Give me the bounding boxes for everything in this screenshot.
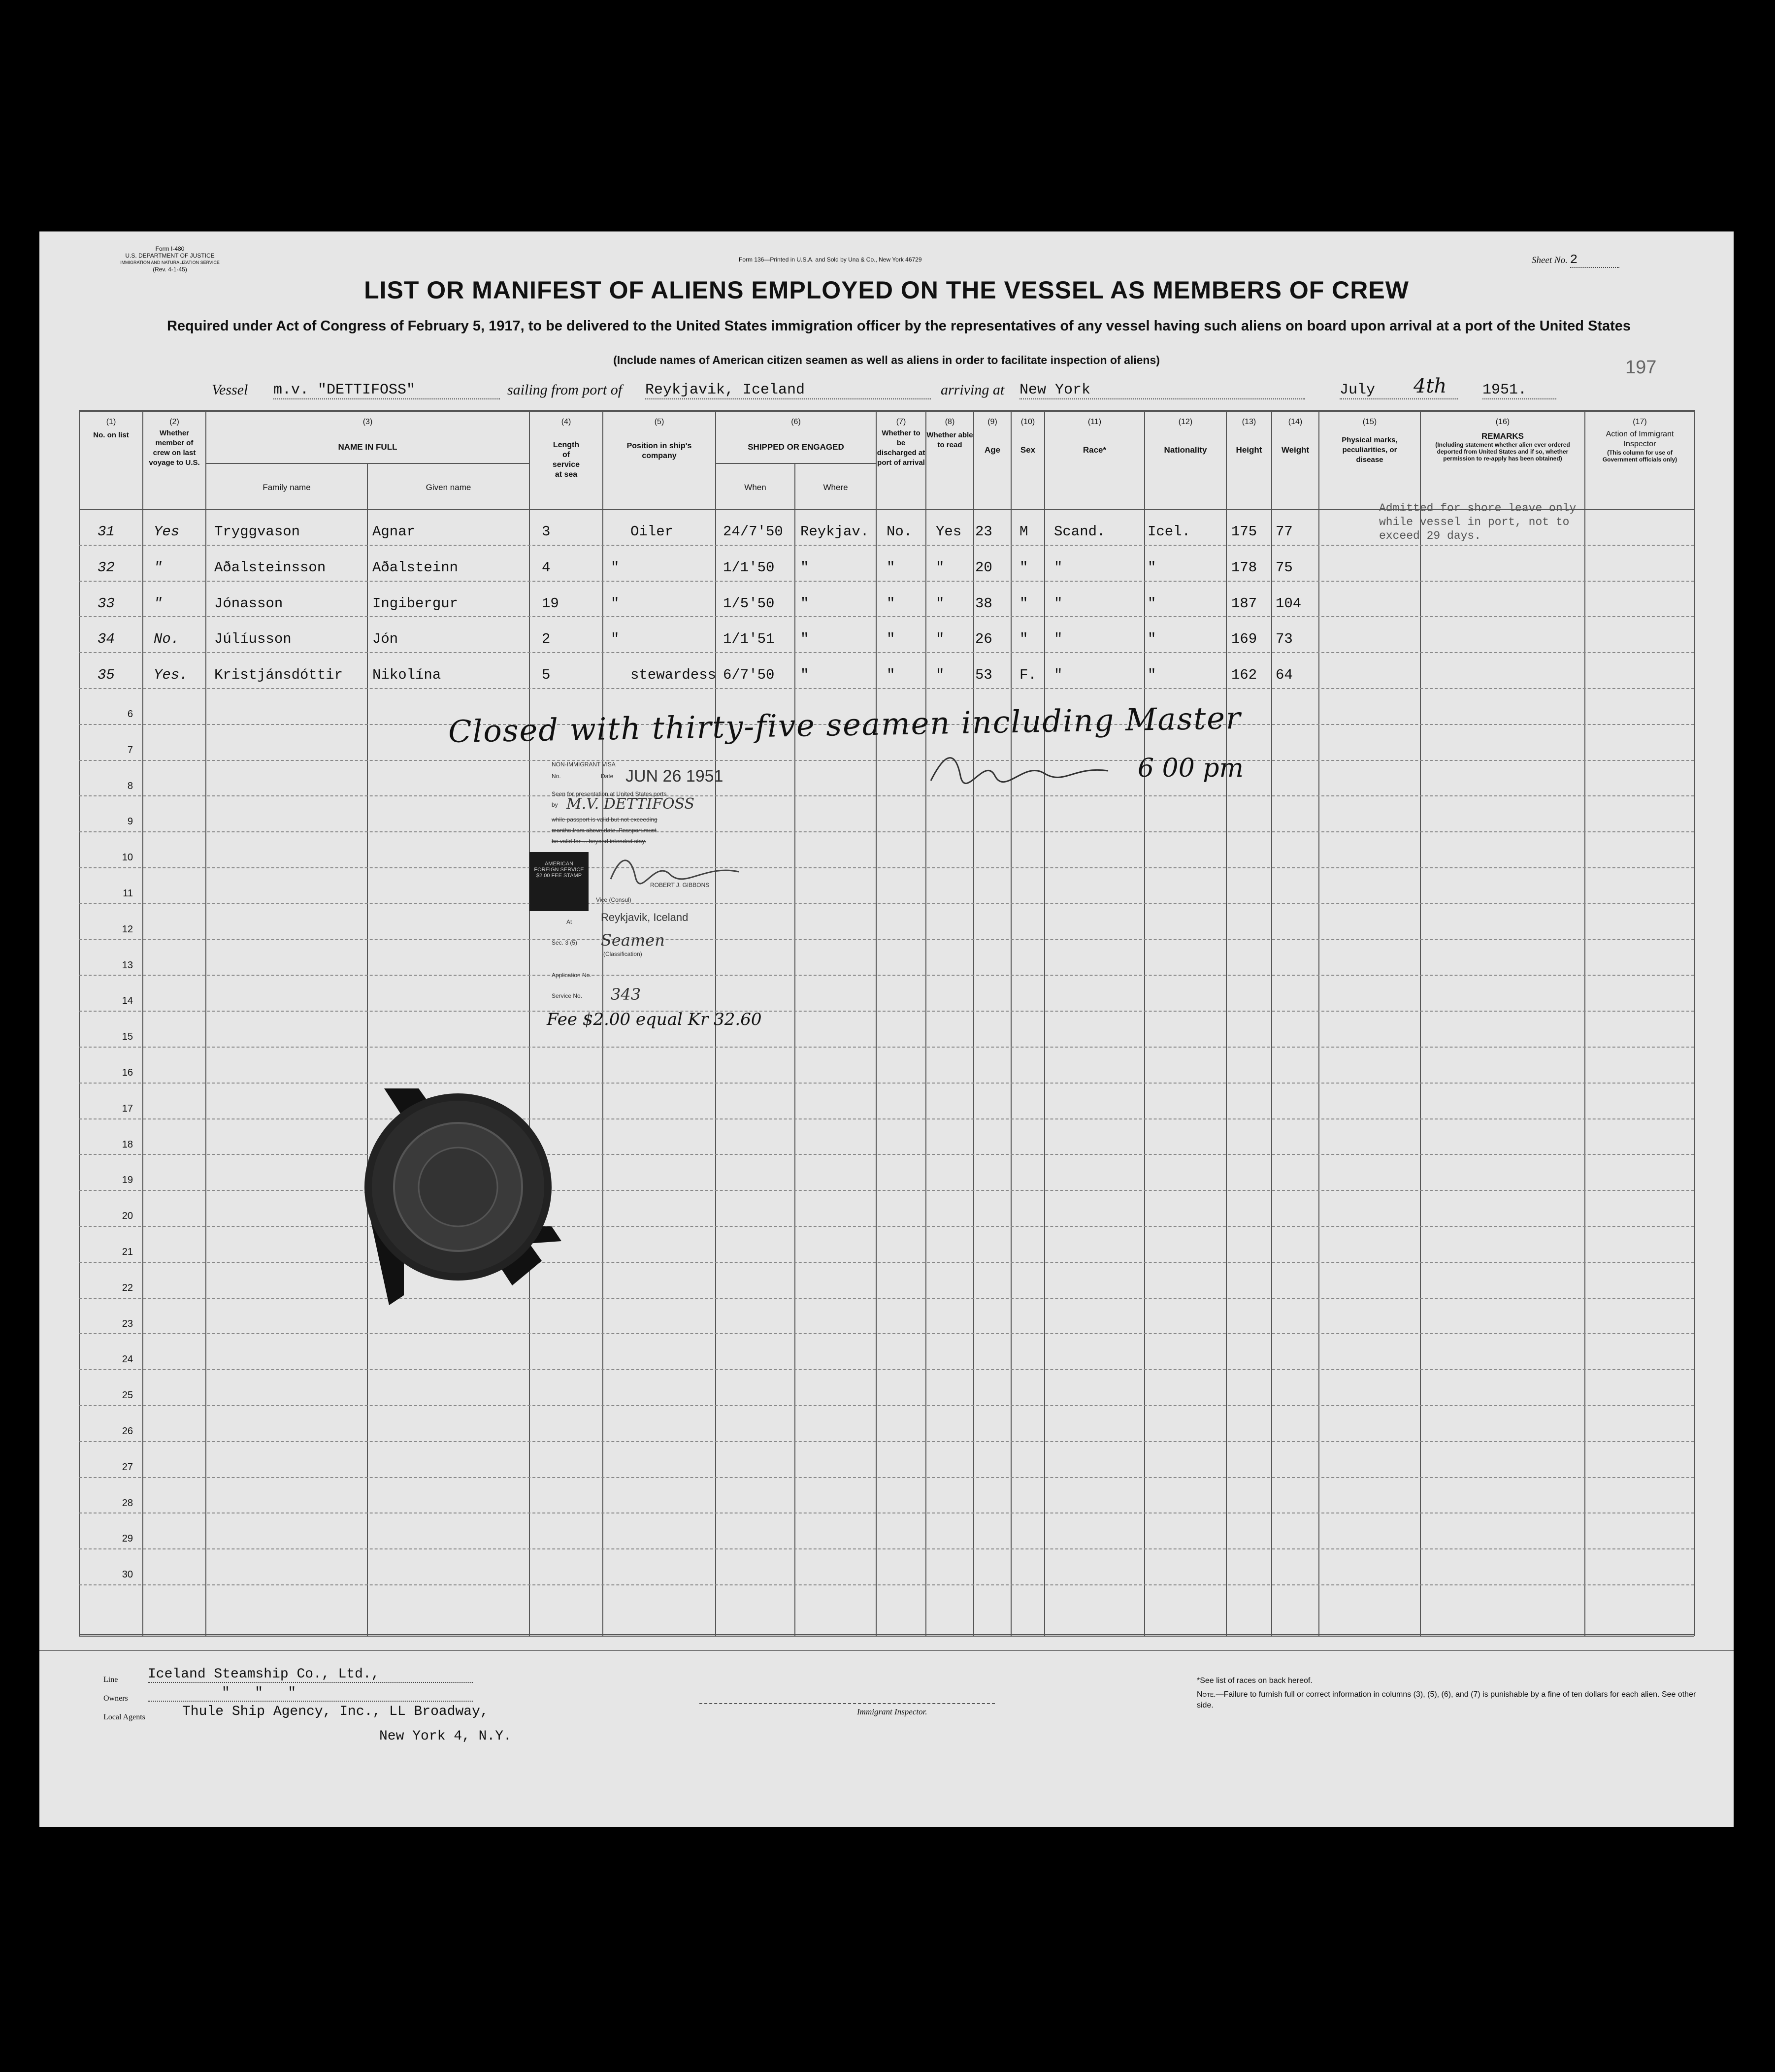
agents-city: New York 4, N.Y. — [379, 1729, 512, 1744]
col-16-header — [1421, 418, 1584, 462]
col-label: Weight — [1281, 445, 1310, 455]
form-revision: (Rev. 4-1-45) — [153, 266, 187, 273]
row-rule — [79, 1154, 1694, 1155]
row-list-number: 35 — [98, 667, 115, 683]
col-number: (16) — [1495, 418, 1510, 426]
row-number: 19 — [122, 1175, 133, 1185]
remarks-text: Admitted for shore leave only while vessel in port, not to exceed 29 days. — [1379, 502, 1577, 542]
row-race: Scand. — [1054, 524, 1106, 540]
visa-date-label: Date — [601, 773, 614, 780]
col-number: (15) — [1362, 418, 1377, 426]
printer-line: Form 136—Printed in U.S.A. and Sold by Una & Co., New York 46729 — [739, 256, 922, 263]
col-number: (8) — [945, 418, 955, 426]
row-able-to-read: " — [936, 559, 945, 576]
page-number: 197 — [1625, 357, 1657, 378]
row-list-number: 33 — [98, 595, 115, 612]
col-3-given-header: Given name — [426, 483, 471, 492]
row-rule — [79, 1262, 1694, 1263]
visa-by-label: by — [552, 801, 558, 808]
row-number: 17 — [122, 1103, 133, 1114]
row-list-number: 34 — [98, 631, 115, 647]
col-number: (3) — [362, 418, 373, 426]
row-rule — [79, 652, 1694, 653]
row-given-name: Ingibergur — [372, 595, 459, 612]
col-label: Physical marks, peculiarities, or disease — [1342, 436, 1398, 464]
col-label: SHIPPED OR ENGAGED — [748, 442, 844, 452]
row-number: 18 — [122, 1139, 133, 1150]
row-rule — [79, 1584, 1694, 1585]
sailing-label: sailing from port of — [507, 382, 623, 398]
row-rule — [79, 975, 1694, 976]
row-rule — [79, 903, 1694, 904]
row-given-name: Nikolína — [372, 667, 441, 683]
row-service-length: 2 — [542, 631, 551, 647]
row-age: 38 — [975, 595, 992, 612]
row-family-name: Jónasson — [214, 595, 283, 612]
col-label: Whether able to read — [926, 431, 973, 449]
row-rule — [79, 760, 1694, 761]
row-able-to-read: " — [936, 631, 945, 647]
sheet-value: 2 — [1570, 252, 1619, 268]
row-list-number: 32 — [98, 559, 115, 576]
visa-service-no: 343 — [611, 985, 641, 1004]
col-number: (17) — [1633, 418, 1647, 426]
visa-line1: Seen for presentation at United States ports — [552, 790, 667, 797]
row-height: 162 — [1231, 667, 1257, 683]
col-label: Age — [984, 445, 1001, 455]
row-rule — [79, 1477, 1694, 1478]
col-number: (9) — [987, 418, 997, 426]
col-label: Nationality — [1164, 445, 1207, 455]
row-number: 27 — [122, 1462, 133, 1473]
col-5-header — [603, 418, 715, 461]
sailing-port: Reykjavik, Iceland — [645, 382, 931, 399]
row-number: 8 — [127, 781, 133, 791]
col-14-header — [1272, 418, 1318, 455]
col-sublabel: (Including statement whether alien ever ordered deported from United States and if so, whether permission to re-apply has been obtained) — [1435, 441, 1570, 462]
row-number: 23 — [122, 1318, 133, 1329]
col-number: (2) — [169, 418, 179, 426]
closing-time: 6 00 pm — [1138, 754, 1244, 783]
col-number: (12) — [1178, 418, 1193, 426]
visa-line4: be valid for ... beyond intended stay. — [552, 838, 646, 845]
row-rule — [79, 1011, 1694, 1012]
line-label: Line — [103, 1676, 118, 1684]
col-number: (6) — [791, 418, 801, 426]
row-shipped-where: " — [800, 559, 809, 576]
row-crew-status: Yes — [154, 524, 180, 540]
row-height: 169 — [1231, 631, 1257, 647]
row-race: " — [1054, 667, 1063, 683]
row-shipped-where: Reykjav. — [800, 524, 869, 540]
row-rule — [79, 831, 1694, 832]
row-race: " — [1054, 631, 1063, 647]
col-label: Whether to be discharged at port of arrival — [877, 429, 925, 467]
fee-stamp-text: AMERICAN FOREIGN SERVICE $2.00 FEE STAMP — [534, 861, 584, 879]
line-value: Iceland Steamship Co., Ltd., — [148, 1667, 473, 1683]
row-nationality: " — [1148, 667, 1156, 683]
row-nationality: " — [1148, 559, 1156, 576]
col-6-header — [716, 418, 876, 452]
row-rule — [79, 795, 1694, 796]
row-rule — [79, 1047, 1694, 1048]
row-given-name: Jón — [372, 631, 398, 647]
col-label: Whether member of crew on last voyage to U.S. — [149, 429, 200, 467]
col-number: (13) — [1242, 418, 1256, 426]
col-label: Position in ship's company — [626, 442, 692, 460]
row-rule — [79, 939, 1694, 940]
row-crew-status: No. — [154, 631, 180, 647]
row-sex: " — [1019, 559, 1028, 576]
col-number: (14) — [1288, 418, 1303, 426]
row-shipped-where: " — [800, 667, 809, 683]
row-rule — [79, 1548, 1694, 1549]
col-6-when-header: When — [744, 483, 766, 492]
agents-label: Local Agents — [103, 1713, 145, 1721]
row-sex: F. — [1019, 667, 1037, 683]
row-position: " — [611, 595, 620, 612]
row-number: 22 — [122, 1283, 133, 1293]
wax-seal — [335, 1079, 571, 1315]
row-rule — [79, 545, 1694, 546]
row-shipped-when: 1/1'50 — [723, 559, 775, 576]
col-2-header — [143, 418, 205, 468]
row-rule — [79, 867, 1694, 868]
row-number: 25 — [122, 1390, 133, 1401]
col-3-header — [206, 418, 529, 452]
row-rule — [79, 1441, 1694, 1442]
visa-signer: ROBERT J. GIBBONS — [650, 882, 710, 888]
row-number: 24 — [122, 1354, 133, 1365]
agents-value: Thule Ship Agency, Inc., LL Broadway, — [182, 1704, 489, 1719]
owners-value: " " " — [148, 1685, 473, 1702]
row-height: 175 — [1231, 524, 1257, 540]
col-label: Race* — [1083, 445, 1107, 455]
owners-label: Owners — [103, 1694, 128, 1703]
visa-header: NON-IMMIGRANT VISA — [552, 761, 616, 768]
row-nationality: Icel. — [1148, 524, 1191, 540]
form-title: LIST OR MANIFEST OF ALIENS EMPLOYED ON THE VESSEL AS MEMBERS OF CREW — [364, 276, 1409, 304]
service-name: IMMIGRATION AND NATURALIZATION SERVICE — [120, 260, 220, 265]
row-discharged: " — [887, 559, 895, 576]
col-number: (1) — [106, 418, 116, 426]
row-service-length: 4 — [542, 559, 551, 576]
row-service-length: 19 — [542, 595, 559, 612]
visa-consul-label: Vice (Consul) — [596, 896, 631, 903]
row-family-name: Kristjánsdóttir — [214, 667, 343, 683]
row-number: 14 — [122, 995, 133, 1006]
row-number: 26 — [122, 1426, 133, 1437]
row-position: Oiler — [630, 524, 674, 540]
form-subtitle: Required under Act of Congress of February 5, 1917, to be delivered to the United States immigration officer by the representatives of any vessel having such aliens on board upon arrival at a port of the United States — [166, 318, 1631, 334]
row-family-name: Tryggvason — [214, 524, 300, 540]
row-shipped-where: " — [800, 595, 809, 612]
row-crew-status: " — [154, 595, 163, 612]
col-6-where-header: Where — [823, 483, 848, 492]
row-position: stewardess — [630, 667, 717, 683]
vessel-label: Vessel — [212, 382, 248, 398]
arriving-port: New York — [1019, 382, 1305, 399]
row-number: 30 — [122, 1569, 133, 1580]
row-number: 12 — [122, 924, 133, 935]
col-label: Action of Immigrant Inspector — [1606, 430, 1674, 448]
row-given-name: Agnar — [372, 524, 416, 540]
row-weight: 73 — [1276, 631, 1293, 647]
note-label: Note. — [1197, 1690, 1216, 1699]
row-rule — [79, 1405, 1694, 1406]
row-crew-status: Yes. — [154, 667, 188, 683]
row-sex: M — [1019, 524, 1028, 540]
row-nationality: " — [1148, 631, 1156, 647]
visa-no-label: No. — [552, 773, 561, 780]
note-text: —Failure to furnish full or correct information in columns (3), (5), (6), and (7) is punishable by a fine of ten dollars for each alien. See other side. — [1197, 1690, 1696, 1710]
form-note: (Include names of American citizen seamen as well as aliens in order to facilitate inspection of aliens) — [613, 354, 1160, 366]
voyage-line — [212, 375, 1640, 401]
row-able-to-read: " — [936, 667, 945, 683]
visa-service-label: Service No. — [552, 992, 583, 999]
row-age: 53 — [975, 667, 992, 683]
row-discharged: " — [887, 631, 895, 647]
visa-vessel: M.V. DETTIFOSS — [566, 795, 695, 813]
col-label: NAME IN FULL — [338, 442, 397, 452]
races-note: *See list of races on back hereof. — [1197, 1677, 1313, 1685]
row-rule — [79, 1118, 1694, 1119]
visa-fee: Fee $2.00 equal Kr 32.60 — [547, 1010, 762, 1029]
row-discharged: No. — [887, 524, 913, 540]
visa-line2: while passport is valid but not exceeding — [552, 816, 657, 823]
col-label: Sex — [1020, 445, 1036, 455]
col-13-header — [1227, 418, 1271, 455]
col-10-header — [1012, 418, 1044, 455]
col-11-header — [1045, 418, 1144, 455]
manifest-sheet — [39, 231, 1734, 1827]
visa-classification: Seamen — [601, 931, 665, 950]
row-number: 9 — [127, 816, 133, 827]
row-discharged: " — [887, 667, 895, 683]
col-9-header — [974, 418, 1011, 455]
visa-at: Reykjavik, Iceland — [601, 911, 689, 923]
row-number: 10 — [122, 852, 133, 863]
row-sex: " — [1019, 631, 1028, 647]
row-height: 187 — [1231, 595, 1257, 612]
row-crew-status: " — [154, 559, 163, 576]
row-nationality: " — [1148, 595, 1156, 612]
form-info — [113, 245, 227, 273]
row-shipped-when: 6/7'50 — [723, 667, 775, 683]
col-number: (4) — [561, 418, 571, 426]
col-8-header — [926, 418, 973, 450]
col-number: (5) — [654, 418, 664, 426]
row-rule — [79, 1190, 1694, 1191]
row-number: 16 — [122, 1067, 133, 1078]
arrival-day: 4th — [1413, 375, 1447, 397]
row-race: " — [1054, 559, 1063, 576]
col-3-family-header: Family name — [263, 483, 311, 492]
col-15-header — [1319, 418, 1420, 465]
row-service-length: 5 — [542, 667, 551, 683]
fee-stamp — [529, 852, 589, 911]
row-rule — [79, 688, 1694, 689]
col-number: (10) — [1020, 418, 1035, 426]
row-number: 21 — [122, 1247, 133, 1257]
visa-line3: months from above date. Passport must — [552, 827, 657, 834]
row-weight: 64 — [1276, 667, 1293, 683]
inspector-label: Immigrant Inspector. — [857, 1707, 927, 1716]
col-12-header — [1145, 418, 1226, 455]
arrival-year: 1951. — [1482, 382, 1556, 399]
row-rule — [79, 1083, 1694, 1084]
col-label: Length of service at sea — [552, 441, 580, 479]
col-number: (11) — [1087, 418, 1102, 426]
row-shipped-when: 1/5'50 — [723, 595, 775, 612]
row-position: " — [611, 559, 620, 576]
row-family-name: Júlíusson — [214, 631, 292, 647]
row-family-name: Aðalsteinsson — [214, 559, 326, 576]
vessel-name: m.v. "DETTIFOSS" — [273, 382, 500, 399]
row-number: 15 — [122, 1031, 133, 1042]
row-list-number: 31 — [98, 524, 115, 540]
penalty-note — [1197, 1689, 1699, 1711]
row-number: 29 — [122, 1533, 133, 1544]
sheet-number — [1532, 252, 1619, 268]
department: U.S. DEPARTMENT OF JUSTICE — [125, 252, 215, 259]
row-number: 20 — [122, 1211, 133, 1221]
row-weight: 104 — [1276, 595, 1302, 612]
row-shipped-when: 24/7'50 — [723, 524, 783, 540]
row-able-to-read: " — [936, 595, 945, 612]
row-age: 26 — [975, 631, 992, 647]
form-number: Form I-480 — [155, 245, 185, 252]
col-label: REMARKS — [1481, 431, 1524, 441]
row-able-to-read: Yes — [936, 524, 962, 540]
visa-at-label: At — [566, 919, 572, 925]
row-number: 11 — [123, 888, 133, 899]
row-race: " — [1054, 595, 1063, 612]
row-weight: 77 — [1276, 524, 1293, 540]
row-number: 7 — [127, 745, 133, 756]
row-rule — [79, 1298, 1694, 1299]
row-rule — [79, 1369, 1694, 1370]
sheet-label: Sheet No. — [1532, 255, 1568, 265]
visa-date: JUN 26 1951 — [625, 767, 723, 786]
row-number: 28 — [122, 1498, 133, 1509]
row-weight: 75 — [1276, 559, 1293, 576]
col-label: No. on list — [93, 431, 129, 439]
row-rule — [79, 1333, 1694, 1334]
col-17-header — [1585, 418, 1694, 463]
row-rule — [79, 616, 1694, 617]
row-height: 178 — [1231, 559, 1257, 576]
col-1-header — [80, 418, 142, 440]
row-discharged: " — [887, 595, 895, 612]
col-number: (7) — [896, 418, 906, 426]
visa-classification-label: (Classification) — [603, 951, 642, 957]
col-4-header — [530, 418, 602, 480]
row-age: 23 — [975, 524, 992, 540]
row-shipped-when: 1/1'51 — [723, 631, 775, 647]
arrival-month: July — [1340, 382, 1458, 399]
row-sex: " — [1019, 595, 1028, 612]
inspector-signature — [926, 746, 1113, 790]
footer — [39, 1660, 1734, 1808]
row-number: 13 — [122, 960, 133, 971]
row-position: " — [611, 631, 620, 647]
visa-application-label: Application No. — [552, 972, 592, 979]
row-number: 6 — [127, 709, 133, 720]
row-shipped-where: " — [800, 631, 809, 647]
row-service-length: 3 — [542, 524, 551, 540]
row-rule — [79, 581, 1694, 582]
col-label: Height — [1236, 445, 1262, 455]
col-7-header — [877, 418, 925, 468]
row-age: 20 — [975, 559, 992, 576]
arriving-label: arriving at — [941, 382, 1005, 398]
row-given-name: Aðalsteinn — [372, 559, 459, 576]
visa-sec-label: Sec. 3 (5) — [552, 939, 578, 946]
col-sublabel: (This column for use of Government officials only) — [1602, 449, 1677, 463]
closing-note: Closed with thirty-five seamen including Master — [448, 699, 1242, 750]
row-rule — [79, 1226, 1694, 1227]
visa-stamp — [512, 761, 768, 1004]
